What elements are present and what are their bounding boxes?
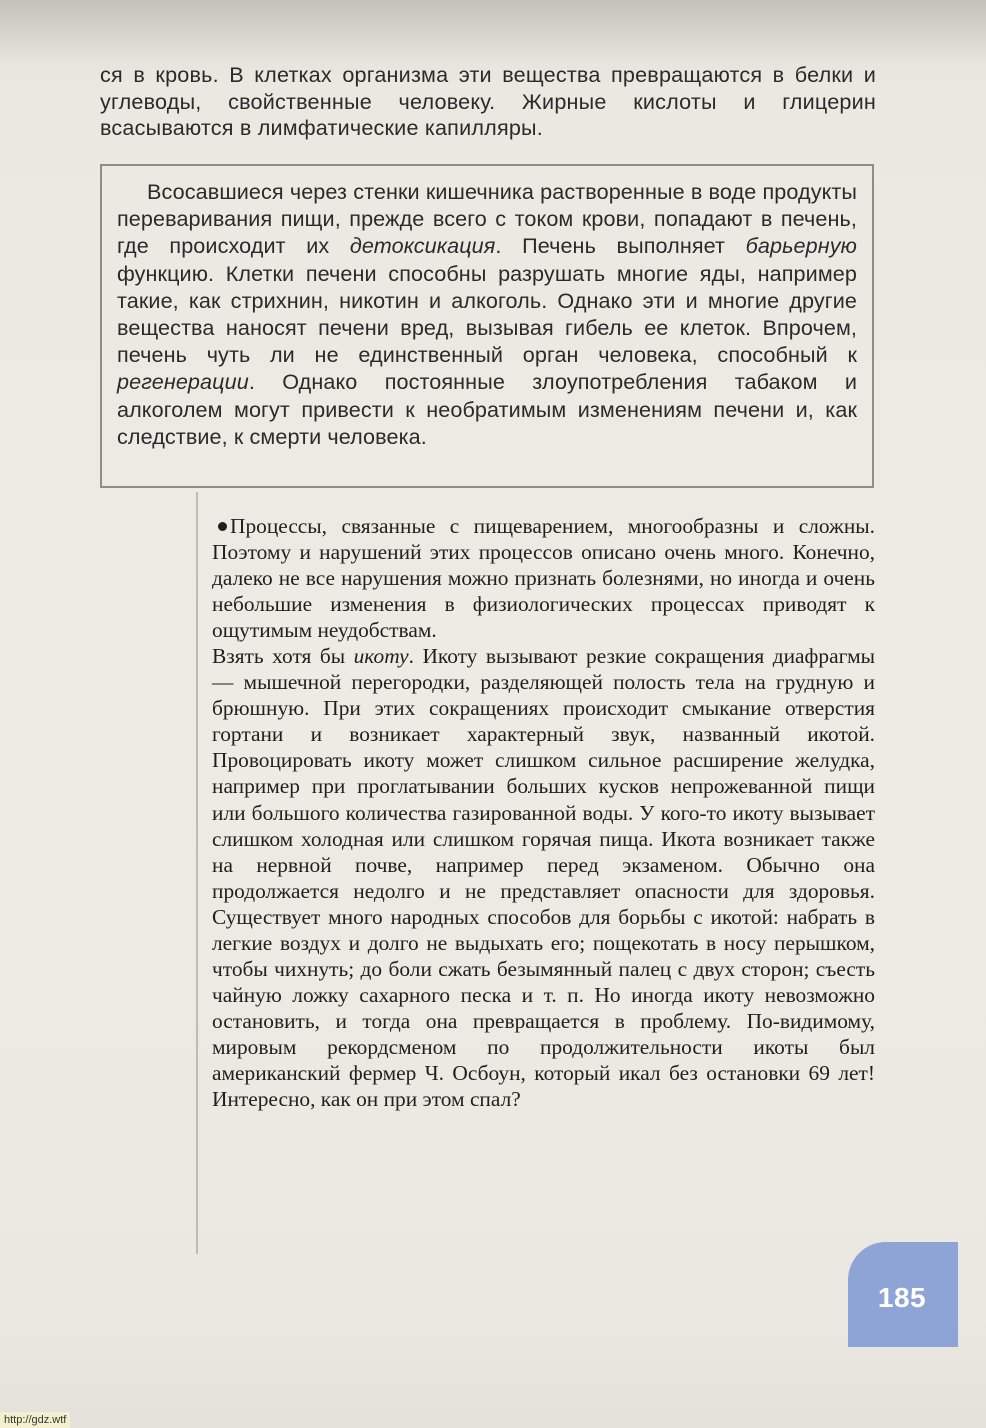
term-detoxication: детоксикация bbox=[349, 233, 496, 259]
term-hiccup: икоту bbox=[353, 644, 409, 669]
lead-paragraph: ся в кровь. В клетках организма эти вещества превращаются в белки и углеводы, свойственные человеку. Жирные кислоты и глицерин всасываются в лимфатические капилляры. bbox=[100, 62, 876, 141]
boxed-text-part: Всосавшиеся через стенки кишечника растворенные в воде продукты переваривания пищи, прежде всего с током крови, попадают в печень, где происходит их bbox=[117, 179, 857, 259]
term-regeneration: регенерации bbox=[117, 369, 249, 395]
page-number: 185 bbox=[877, 1282, 927, 1313]
boxed-text-part: . Печень выполняет bbox=[495, 233, 746, 259]
sidebar-paragraph-2 bbox=[212, 643, 875, 1112]
term-barrier: барьерную bbox=[745, 233, 857, 259]
sidebar-text-part: Взять хотя бы bbox=[212, 644, 354, 669]
sidebar-paragraph-1: Процессы, связанные с пищеварением, многообразны и сложны. Поэтому и нарушений этих процессов описано очень много. Конечно, далеко не все нарушения можно признать болезнями, но иногда и очень небольшие изменения в физиологических процессах приводят к ощутимым неудобствам. bbox=[212, 514, 875, 643]
watermark-link[interactable]: http://gdz.wtf bbox=[0, 1412, 70, 1428]
page-top-shadow bbox=[0, 0, 986, 60]
sidebar-rule bbox=[196, 492, 198, 1254]
sidebar-text bbox=[212, 513, 875, 1112]
boxed-paragraph bbox=[117, 178, 857, 450]
boxed-text-part: функцию. Клетки печени способны разрушать многие яды, например такие, как стрихнин, никотин и алкоголь. Однако эти и многие другие вещества наносят печени вред, вызывая гибель ее клеток. Впрочем, печень чуть ли не единственный орган человека, способный к bbox=[117, 260, 857, 368]
sidebar-text-part: . Икоту вызывают резкие сокращения диафрагмы — мышечной перегородки, разделяющей полость тела на грудную и брюшную. При этих сокращениях происходит смыкание отверстия гортани и возникает характерный звук, названный икотой. Провоцировать икоту может слишком сильное расширение желудка, например при проглатывании больших кусков непрожеванной пищи или большого количества газированной воды. У кого-то икоту вызывает слишком холодная или слишком горячая пища. Икота возникает также на нервной почве, например перед экзаменом. Обычно она продолжается недолго и не представляет опасности для здоровья. Существует много народных способов для борьбы с икотой: набрать в легкие воздух и долго не выдыхать его; пощекотать в носу перышком, чтобы чихнуть; до боли сжать безымянный палец с двух сторон; съесть чайную ложку сахарного песка и т. п. Но иногда икоту невозможно остановить, и тогда она превращается в проблему. По-видимому, мировым рекордсменом по продолжительности икоты был американский фермер Ч. Осбоун, который икал без остановки 69 лет! Интересно, как он при этом спал? bbox=[212, 644, 875, 1112]
boxed-text-part: . Однако постоянные злоупотребления табаком и алкоголем могут привести к необратимым изменениям печени и, как следствие, к смерти человека. bbox=[117, 369, 857, 449]
